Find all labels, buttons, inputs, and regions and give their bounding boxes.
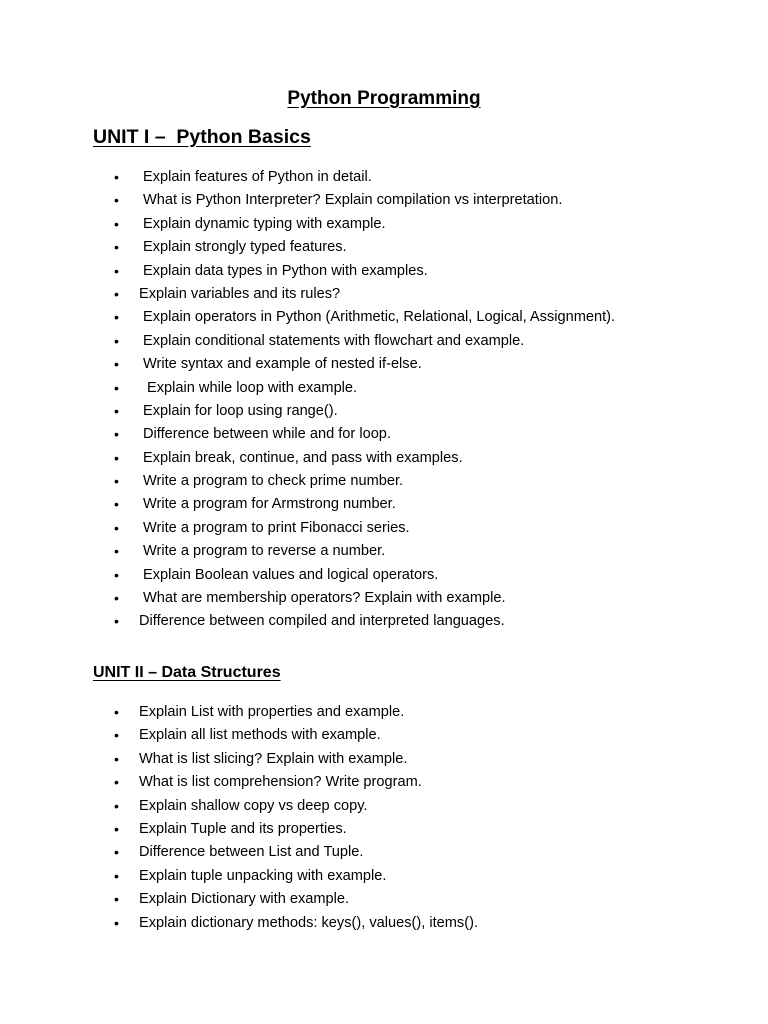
question-text: Explain while loop with example.: [147, 379, 358, 396]
bullet-icon: •: [114, 590, 119, 607]
bullet-icon: •: [114, 797, 119, 814]
unit-2-heading: [93, 664, 281, 682]
list-item: [0, 795, 768, 817]
question-text: What is Python Interpreter? Explain compilation vs interpretation.: [143, 192, 563, 209]
list-item: [0, 447, 768, 469]
list-item: [0, 260, 768, 282]
bullet-icon: •: [114, 332, 119, 349]
question-text: Write a program to print Fibonacci series.: [143, 519, 410, 536]
question-text: Difference between while and for loop.: [143, 426, 391, 443]
list-item: [0, 912, 768, 934]
bullet-icon: •: [114, 309, 119, 326]
question-text: Explain Dictionary with example.: [139, 891, 350, 908]
list-item: [0, 306, 768, 328]
bullet-icon: •: [114, 379, 119, 396]
list-item: [0, 377, 768, 399]
question-text: Explain strongly typed features.: [143, 239, 347, 256]
list-item: [0, 283, 768, 305]
list-item: [0, 818, 768, 840]
bullet-icon: •: [114, 704, 119, 720]
question-text: What is list comprehension? Write program.: [139, 774, 422, 791]
list-item: [0, 564, 768, 586]
question-text: Explain operators in Python (Arithmetic, Relational, Logical, Assignment).: [143, 309, 616, 326]
question-text: Explain Tuple and its properties.: [139, 820, 347, 837]
question-text: Explain for loop using range().: [143, 402, 338, 419]
question-text: Explain shallow copy vs deep copy.: [139, 797, 368, 814]
document-title-text: Python Programming: [287, 88, 481, 109]
list-item: [0, 166, 768, 188]
bullet-icon: •: [114, 774, 119, 791]
question-text: Write syntax and example of nested if-else.: [143, 356, 422, 373]
bullet-icon: •: [114, 262, 119, 279]
bullet-icon: •: [114, 169, 119, 185]
bullet-icon: •: [114, 914, 119, 931]
unit-2-question-list: [0, 701, 768, 935]
question-text: Write a program to reverse a number.: [143, 543, 386, 560]
list-item: [0, 701, 768, 723]
bullet-icon: •: [114, 496, 119, 513]
list-item: [0, 330, 768, 352]
question-text: Explain data types in Python with examples.: [143, 262, 428, 279]
bullet-icon: •: [114, 820, 119, 837]
bullet-icon: •: [114, 543, 119, 560]
question-text: Write a program to check prime number.: [143, 473, 404, 490]
bullet-icon: •: [114, 613, 119, 630]
bullet-icon: •: [114, 519, 119, 536]
list-item: [0, 493, 768, 515]
question-text: Explain break, continue, and pass with examples.: [143, 449, 463, 466]
list-item: [0, 610, 768, 632]
question-text: Explain variables and its rules?: [139, 285, 341, 302]
question-text: Explain all list methods with example.: [139, 727, 381, 744]
list-item: [0, 213, 768, 235]
bullet-icon: •: [114, 285, 119, 302]
list-item: [0, 470, 768, 492]
question-text: Explain dynamic typing with example.: [143, 215, 386, 232]
question-text: Explain features of Python in detail.: [143, 169, 372, 185]
document-title: [0, 88, 768, 110]
list-item: [0, 724, 768, 746]
question-text: What is list slicing? Explain with example.: [139, 750, 408, 767]
list-item: [0, 888, 768, 910]
list-item: [0, 517, 768, 539]
unit-1-heading-text: UNIT I – Python Basics: [93, 126, 311, 148]
question-text: Write a program for Armstrong number.: [143, 496, 396, 513]
question-text: Explain Boolean values and logical operators.: [143, 566, 439, 583]
question-text: Explain tuple unpacking with example.: [139, 867, 387, 884]
question-text: Explain List with properties and example.: [139, 704, 405, 720]
unit-1-heading: [93, 126, 311, 149]
bullet-icon: •: [114, 844, 119, 861]
list-item: [0, 748, 768, 770]
bullet-icon: •: [114, 473, 119, 490]
list-item: [0, 236, 768, 258]
list-item: [0, 423, 768, 445]
unit-1-question-list: [0, 166, 768, 634]
bullet-icon: •: [114, 891, 119, 908]
bullet-icon: •: [114, 727, 119, 744]
list-item: [0, 400, 768, 422]
bullet-icon: •: [114, 449, 119, 466]
list-item: [0, 540, 768, 562]
bullet-icon: •: [114, 426, 119, 443]
question-text: Difference between compiled and interpreted languages.: [139, 613, 505, 630]
bullet-icon: •: [114, 750, 119, 767]
list-item: [0, 841, 768, 863]
bullet-icon: •: [114, 566, 119, 583]
bullet-icon: •: [114, 356, 119, 373]
list-item: [0, 587, 768, 609]
question-text: What are membership operators? Explain with example.: [143, 590, 506, 607]
bullet-icon: •: [114, 215, 119, 232]
question-text: Explain conditional statements with flowchart and example.: [143, 332, 525, 349]
bullet-icon: •: [114, 192, 119, 209]
list-item: [0, 189, 768, 211]
unit-2-heading-text: UNIT II – Data Structures: [93, 664, 281, 681]
bullet-icon: •: [114, 239, 119, 256]
question-text: Difference between List and Tuple.: [139, 844, 364, 861]
list-item: [0, 771, 768, 793]
bullet-icon: •: [114, 867, 119, 884]
list-item: [0, 353, 768, 375]
question-text: Explain dictionary methods: keys(), values(), items().: [139, 914, 479, 931]
list-item: [0, 865, 768, 887]
bullet-icon: •: [114, 402, 119, 419]
